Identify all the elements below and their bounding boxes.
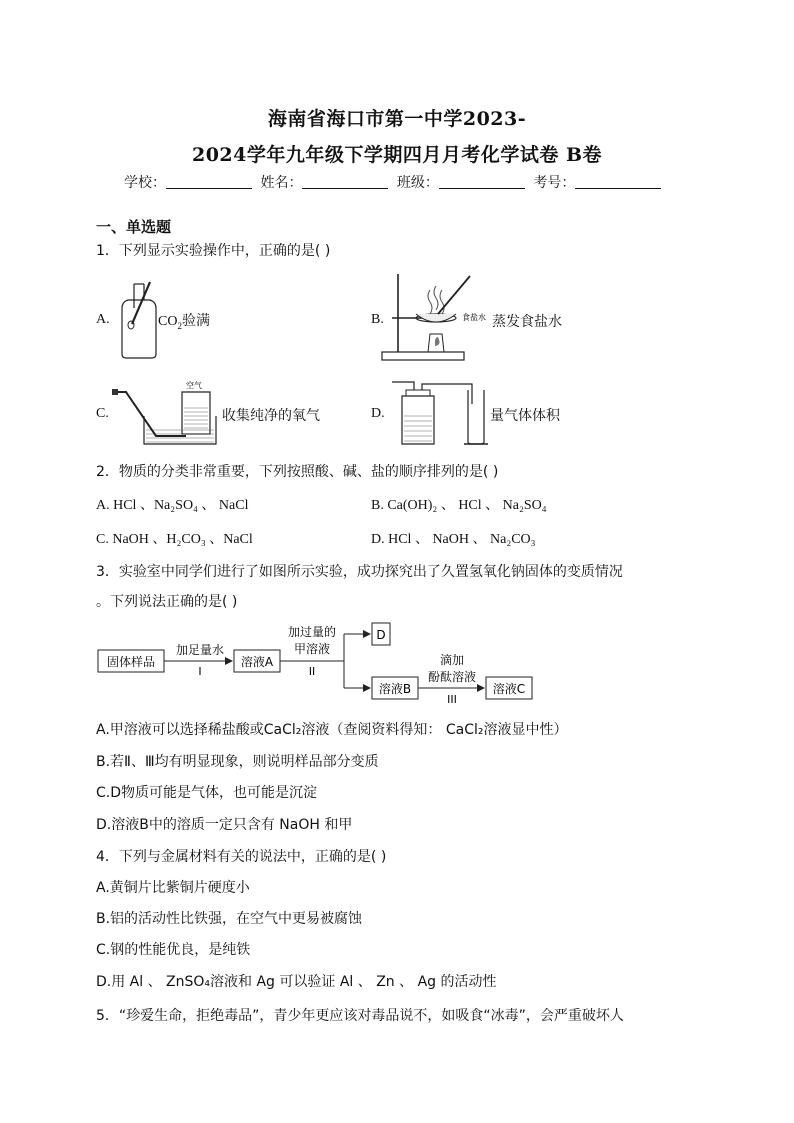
q1-option-b-label: B. <box>371 312 384 327</box>
q2-stem: 2．物质的分类非常重要，下列按照酸、碱、盐的顺序排列的是( ) <box>96 464 499 480</box>
q2-option-a: A. HCl 、Na₂SO₄ 、 NaCl <box>96 498 249 513</box>
svg-text:食盐水: 食盐水 <box>462 313 486 322</box>
q1-c-gas-collection-figure <box>112 378 222 448</box>
school-blank <box>166 174 252 189</box>
q3-flow-diagram <box>96 618 546 710</box>
q4-option-d: D.用 Al 、 ZnSO₄溶液和 Ag 可以验证 Al 、 Zn 、 Ag 的活动性 <box>96 974 497 990</box>
flow-step3-label1: 滴加 <box>439 653 465 667</box>
q4-option-c: C.钢的性能优良，是纯铁 <box>96 942 251 958</box>
q3-option-a: A.甲溶液可以选择稀盐酸或CaCl₂溶液（查阅资料得知： CaCl₂溶液显中性） <box>96 722 568 738</box>
q3-option-d: D.溶液B中的溶质一定只含有 NaOH 和甲 <box>96 817 353 833</box>
exam-title-line1: 海南省海口市第一中学2023- <box>267 108 527 130</box>
exam-title-line2: 2024学年九年级下学期四月月考化学试卷 B卷 <box>191 144 603 166</box>
q1-option-a-label: A. <box>96 312 110 327</box>
section-title: 一、单选题 <box>96 218 172 236</box>
q1-option-d-text: 量气体体积 <box>490 408 560 424</box>
exam-number-label: 考号： <box>533 175 576 191</box>
flow-step1-number: I <box>198 665 202 678</box>
q1-stem: 1．下列显示实验操作中，正确的是( ) <box>96 243 331 259</box>
flow-step2-label2: 甲溶液 <box>293 642 331 656</box>
q1-b-evaporation-figure <box>378 268 498 368</box>
q4-option-b: B.铝的活动性比铁强，在空气中更易被腐蚀 <box>96 911 363 927</box>
q5-stem: 5．“珍爱生命，拒绝毒品”，青少年更应该对毒品说不，如吸食“冰毒”，会严重破坏人 <box>96 1008 624 1024</box>
q2-option-c: C. NaOH 、H₂CO₃ 、NaCl <box>96 532 253 547</box>
q1-option-d-label: D. <box>371 406 385 421</box>
exam-number-blank <box>575 174 661 189</box>
q4-stem: 4．下列与金属材料有关的说法中，正确的是( ) <box>96 849 387 865</box>
flow-box-c-text: 溶液C <box>492 682 526 696</box>
q3-stem-line1: 3．实验室中同学们进行了如图所示实验，成功探究出了久置氢氧化钠固体的变质情况 <box>96 564 623 580</box>
q1-d-gas-volume-figure <box>392 376 492 448</box>
q4-option-a: A.黄铜片比紫铜片硬度小 <box>96 880 250 896</box>
flow-step1-label: 加足量水 <box>175 643 225 657</box>
q1-option-c-text: 收集纯净的氧气 <box>222 408 320 424</box>
svg-text:空气: 空气 <box>186 381 202 390</box>
school-label: 学校： <box>124 175 166 191</box>
student-info-row <box>124 172 665 192</box>
class-blank <box>439 174 525 189</box>
q1-a-gas-bottle-figure <box>116 278 164 360</box>
flow-step3-number: III <box>447 693 457 706</box>
flow-step3-label2: 酚酞溶液 <box>427 670 477 684</box>
name-blank <box>302 174 388 189</box>
flow-box-b-text: 溶液B <box>378 682 412 696</box>
flow-box-a-text: 溶液A <box>240 655 274 669</box>
flow-box-sample-text: 固体样品 <box>106 655 156 669</box>
name-label: 姓名： <box>260 175 303 191</box>
class-label: 班级： <box>396 175 439 191</box>
q2-option-d: D. HCl 、 NaOH 、 Na₂CO₃ <box>371 532 536 547</box>
q3-option-b: B.若Ⅱ、Ⅲ均有明显现象，则说明样品部分变质 <box>96 754 379 770</box>
q2-option-b: B. Ca(OH)₂ 、 HCl 、 Na₂SO₄ <box>371 498 547 513</box>
q1-option-a-text: $CO_2$验满 <box>158 313 210 331</box>
flow-step2-label1: 加过量的 <box>287 625 337 639</box>
flow-box-d-text: D <box>376 628 386 642</box>
q3-stem-line2: 。下列说法正确的是( ) <box>96 594 238 610</box>
q1-option-b-text: 蒸发食盐水 <box>492 314 562 330</box>
q3-option-c: C.D物质可能是气体，也可能是沉淀 <box>96 785 318 801</box>
flow-step2-number: II <box>308 665 316 678</box>
q1-option-c-label: C. <box>96 406 109 421</box>
